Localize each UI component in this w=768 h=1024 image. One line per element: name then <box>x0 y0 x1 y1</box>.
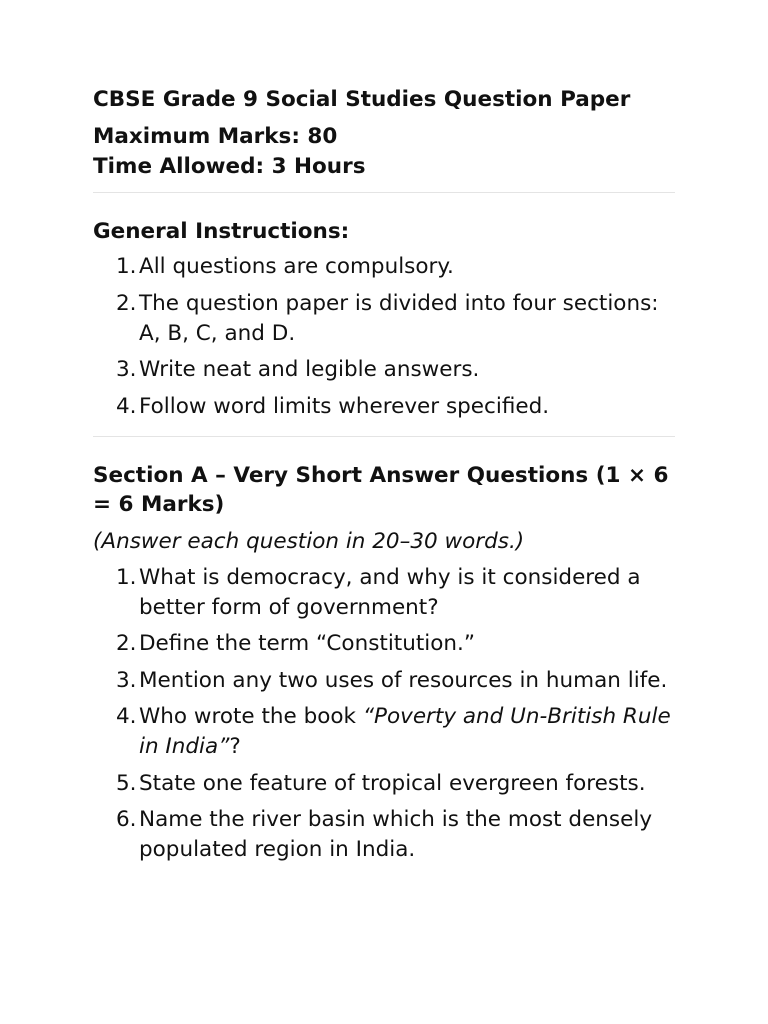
instruction-number: 2. <box>116 290 137 316</box>
instruction-text: All questions are compulsory. <box>139 254 454 279</box>
instruction-item <box>93 252 675 282</box>
section-a-note: (Answer each question in 20–30 words.) <box>93 528 525 554</box>
instruction-text: Write neat and legible answers. <box>139 357 480 382</box>
time-allowed: Time Allowed: 3 Hours <box>93 154 366 179</box>
instruction-item <box>93 392 675 422</box>
instruction-item <box>93 355 675 385</box>
question-number: 2. <box>116 631 137 656</box>
divider <box>93 436 675 437</box>
question-item <box>93 769 675 799</box>
divider <box>93 192 675 193</box>
page-title: CBSE Grade 9 Social Studies Question Paper <box>93 87 631 112</box>
instructions-list <box>93 252 675 422</box>
question-number: 3. <box>116 667 137 693</box>
instruction-item <box>93 289 675 349</box>
question-number: 1. <box>116 564 137 590</box>
instruction-text: Follow word limits wherever specified. <box>139 393 550 419</box>
question-item <box>93 666 675 696</box>
question-text: State one feature of tropical evergreen forests. <box>139 770 646 796</box>
instruction-text: The question paper is divided into four sections: A, B, C, and D. <box>139 290 659 346</box>
question-text-prefix: Who wrote the book <box>139 704 363 729</box>
question-number: 6. <box>116 807 137 832</box>
question-item <box>93 805 675 865</box>
instruction-number: 1. <box>116 254 137 279</box>
question-item <box>93 702 675 762</box>
instructions-heading: General Instructions: <box>93 219 350 244</box>
instruction-number: 3. <box>116 357 137 382</box>
question-text: Define the term “Constitution.” <box>139 631 476 656</box>
section-a-questions <box>93 563 675 866</box>
question-number: 4. <box>116 704 137 729</box>
question-text: What is democracy, and why is it considered a better form of government? <box>139 564 641 620</box>
question-item <box>93 563 675 623</box>
instruction-number: 4. <box>116 393 137 419</box>
question-text: Name the river basin which is the most densely populated region in India. <box>139 807 653 862</box>
question-number: 5. <box>116 770 137 796</box>
section-a-heading: Section A – Very Short Answer Questions (1 × 6 = 6 Marks) <box>93 462 669 517</box>
question-item <box>93 629 675 659</box>
question-text-suffix: ? <box>229 734 241 759</box>
book-title: “Poverty and Un-British Rule in India” <box>139 704 671 759</box>
maximum-marks: Maximum Marks: 80 <box>93 124 338 149</box>
question-text: Mention any two uses of resources in human life. <box>139 667 668 693</box>
